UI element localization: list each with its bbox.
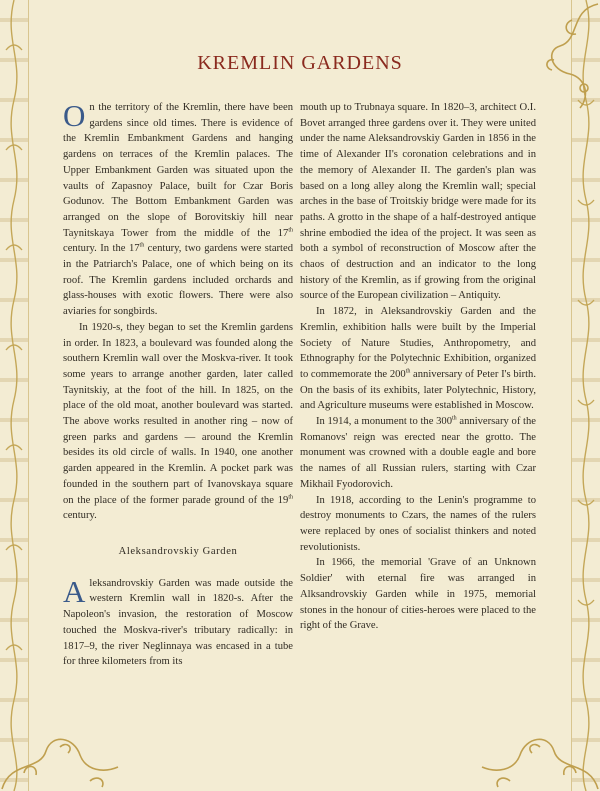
right-column xyxy=(300,100,536,634)
bottom-left-flourish-ornament xyxy=(0,711,120,791)
paragraph-1872: In 1872, in Aleksandrovskiy Garden and the Kremlin, exhibition halls were built by the Imperial Society of Nature Studies, Anthropometry, and Ethnography for the Polytechnic Exhibition, organized to commemorate the 200th anniversary of Peter I's birth. On the basis of its exhibits, later Polytechnic, History, and Agriculture museums were established in Moscow. xyxy=(300,306,536,412)
paragraph-bovet: mouth up to Trubnaya square. In 1820–3, architect O.I. Bovet arranged three gardens over it. They were united under the name Aleksandrovskiy Garden in 1856 in the time of Alexander II's coronation celebrations and in the memory of Alexander II. The garden's plan was based on a long alley along the Kremlin wall; special arches in the base of Troitskiy bridge were made for its paths. A grotto in the shape of a half-destroyed antique shrine embodied the idea of the project. It was seen as both a symbol of reconstruction of Moscow after the chaos of destruction and an indicator to the long history of the Kremlin, as if growing from the original source of the European civilization – Antiquity. xyxy=(300,102,536,302)
paragraph-1920s: In 1920-s, they began to set the Kremlin gardens in order. In 1823, a boulevard was founded along the southern Kremlin wall over the Moskva-river. It took some years to arrange another garden, later called Taynitskiy, at the foot of the hill. In 1825, on the place of the old moat, another boulevard was started. The above works resulted in another ring – now of green parks and gardens — around the Kremlin besides its old circle of walls. In 1940, one another garden appeared in the Kremlin. A pocket park was founded in the southern part of Ivanovskaya square on the place of the former parade ground of the 19th century. xyxy=(63,321,293,522)
drop-cap-o: O xyxy=(63,98,86,133)
drop-cap-a: A xyxy=(63,573,86,609)
bottom-right-flourish-ornament xyxy=(480,711,600,791)
paragraph-intro: On the territory of the Kremlin, there have been gardens since old times. There is evidence of the Kremlin Embankment Gardens and hanging gardens on terraces of the Kremlin palaces. The Upper Embankment Garden was situated upon the vaults of Zapasnoy Palace, built for Czar Boris Godunov. The Bottom Embankment Garden was arranged on the slope of Borovitskiy hill near Taynitskaya Tower from the middle of the 17th century. In the 17th century, two gardens were started in the Patriarch's Palace, one of which being on its roof. The Kremlin gardens included orchards and glass-houses with exotic flowers. There were also aviaries for songbirds. xyxy=(63,98,293,318)
paragraph-aleksandrovskiy: Aleksandrovskiy Garden was made outside the western Kremlin wall in 1820-s. After the Napoleon's invasion, the restoration of Moscow touched the Moskva-river's tributary radically: in 1817–9, the river Neglinnaya was encased in a tube for three kilometers from its xyxy=(63,573,293,668)
section-subheading: Aleksandrovskiy Garden xyxy=(118,545,238,557)
paragraph-1918: In 1918, according to the Lenin's programme to destroy monuments to Czars, the names of the rulers were replaced by ones of socialist thinkers and noted revolutionists. xyxy=(300,494,536,553)
page-title: KREMLIN GARDENS xyxy=(197,52,403,74)
paragraph-1966: In 1966, the memorial 'Grave of an Unknown Soldier' with eternal fire was arranged in Alksandrovskiy Garden while in 1975, memorial stones in the honour of cities-heroes were placed to the right of the Grave. xyxy=(300,557,536,632)
right-ornamental-border xyxy=(571,0,600,791)
left-column xyxy=(63,100,293,670)
left-ornamental-border xyxy=(0,0,29,791)
paragraph-1914: In 1914, a monument to the 300th anniversary of the Romanovs' reign was erected near the grotto. The monument was crowned with a double eagle and bore the names of all Russian rulers, starting with Czar Mikhail Fyodorovich. xyxy=(300,415,536,490)
